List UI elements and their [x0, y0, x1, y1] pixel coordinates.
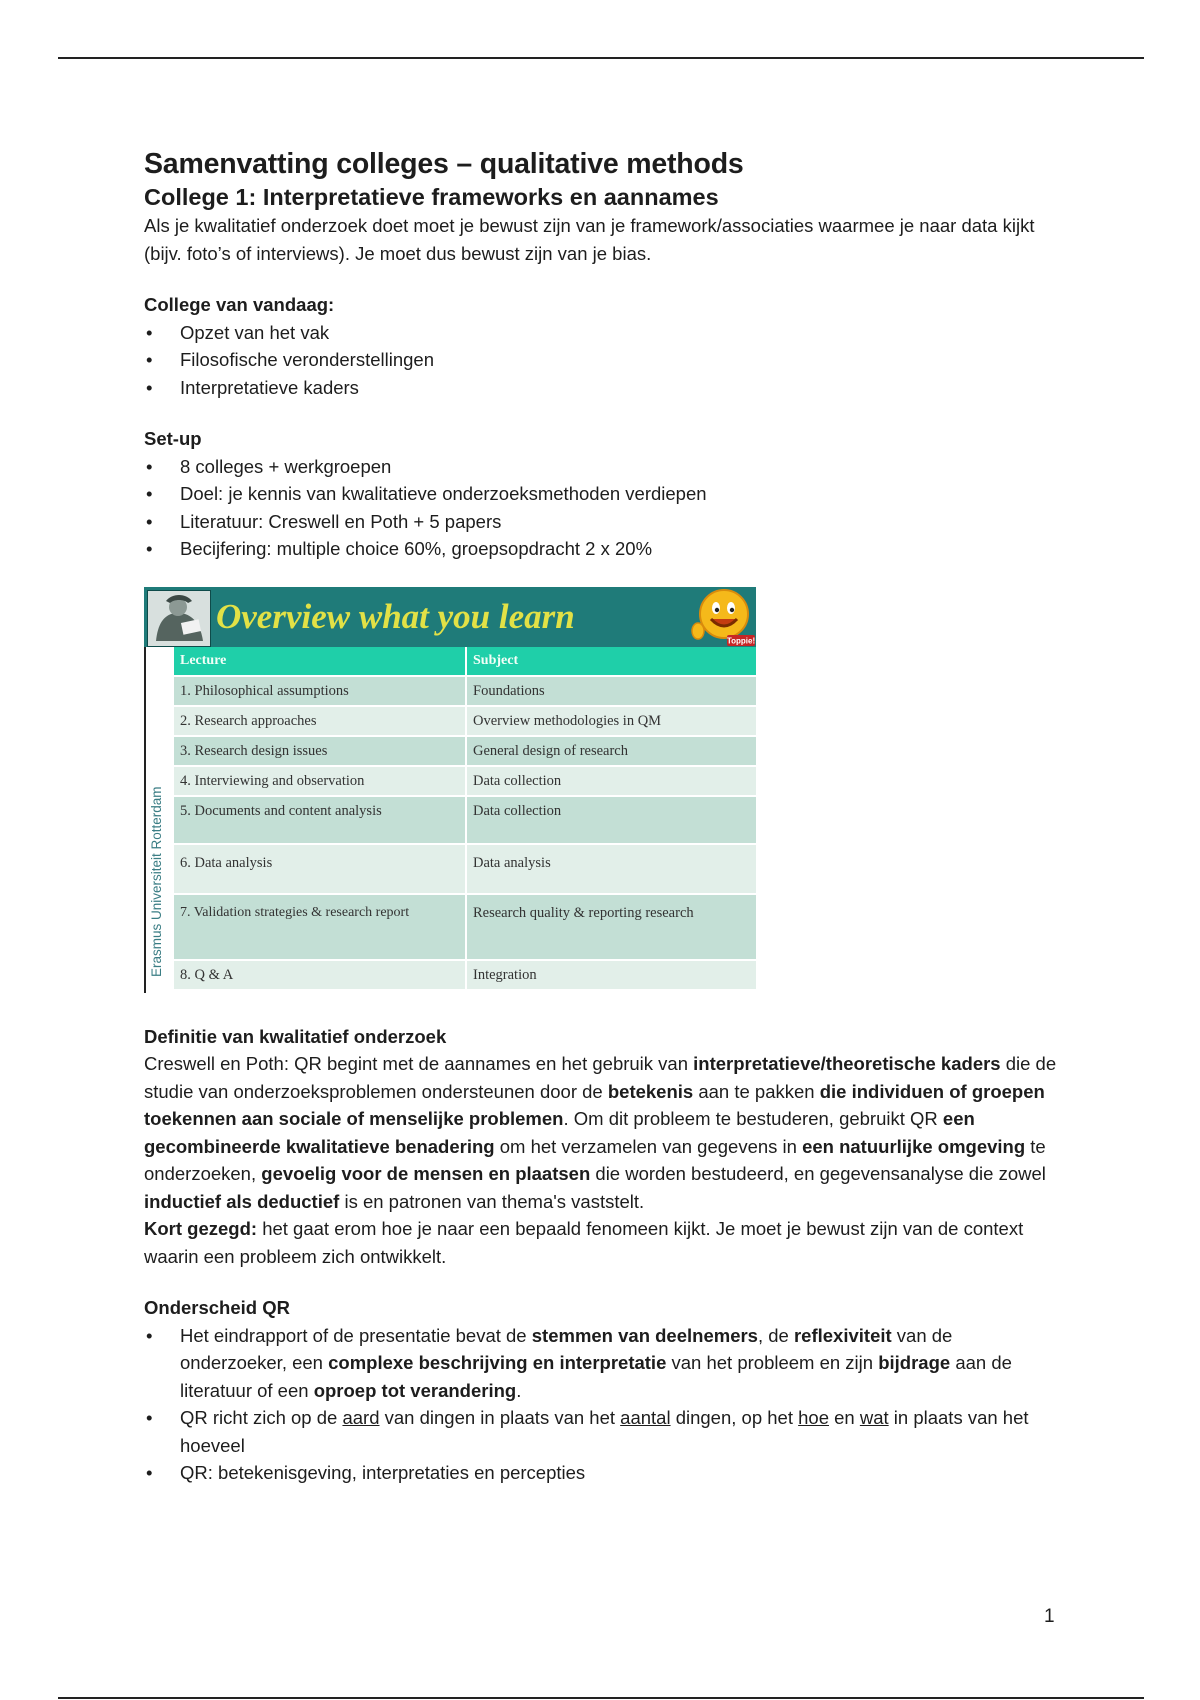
subject-cell: Foundations — [473, 682, 545, 699]
top-rule — [58, 57, 1144, 59]
college-heading: College 1: Interpretatieve frameworks en aannames — [144, 184, 719, 210]
definition-paragraph: Creswell en Poth: QR begint met de aannames en het gebruik van interpretatieve/theoretische kaders die de studie van onderzoeksproblemen ondersteunen door de betekenis aan te pakken die individuen of groepen toekennen aan sociale of menselijke problemen. Om dit probleem te bestuderen, gebruikt QR een gecombineerde kwalitatieve benadering om het verzamelen van gegevens in een natuurlijke omgeving te onderzoeken, gevoelig voor de mensen en plaatsen die worden bestudeerd, en gegevensanalyse die zowel inductief als deductief is en patronen van thema's vaststelt. — [144, 1053, 1057, 1212]
lecture-cell: 5. Documents and content analysis — [174, 797, 467, 843]
lecture-cell: 7. Validation strategies & research report — [174, 895, 467, 959]
lecture-cell: 4. Interviewing and observation — [174, 767, 467, 795]
subject-cell: Data collection — [473, 802, 562, 819]
bottom-rule — [58, 1697, 1144, 1699]
thumbs-up-smiley-icon — [689, 587, 755, 647]
definition-heading: Definitie van kwalitatief onderzoek — [144, 1025, 447, 1047]
slide-title: Overview what you learn — [216, 596, 575, 636]
toppie-sticker: Toppie! — [726, 636, 755, 645]
list-item: • QR: betekenisgeving, interpretaties en percepties — [144, 1459, 1064, 1487]
list-item: • Becijfering: multiple choice 60%, groepsopdracht 2 x 20% — [144, 535, 1064, 563]
subject-cell: Data collection — [473, 772, 562, 789]
slide-header — [144, 587, 756, 647]
setup-heading: Set-up — [144, 428, 202, 449]
table-row — [174, 895, 756, 961]
overview-slide-image — [144, 587, 756, 993]
lecture-cell: 1. Philosophical assumptions — [174, 677, 467, 705]
table-row — [174, 677, 756, 707]
list-item: • Interpretatieve kaders — [144, 374, 1064, 402]
lecture-cell: 3. Research design issues — [174, 737, 467, 765]
table-row — [174, 767, 756, 797]
subject-cell: General design of research — [473, 742, 628, 759]
table-header-row — [174, 647, 756, 677]
table-row — [174, 707, 756, 737]
table-row — [174, 845, 756, 895]
list-item: • Filosofische veronderstellingen — [144, 346, 1064, 374]
table-row — [174, 797, 756, 845]
subject-cell: Research quality & reporting research — [473, 904, 694, 921]
distinction-list — [144, 1322, 1064, 1487]
subject-cell: Data analysis — [473, 854, 551, 871]
table-row — [174, 961, 756, 991]
list-item: • Het eindrapport of de presentatie bevat de stemmen van deelnemers, de reflexiviteit van de onderzoeker, een complexe beschrijving en interpretatie van het probleem en zijn bijdrage aan de literatuur of een oproep tot verandering. — [144, 1322, 1064, 1405]
lecture-cell: 2. Research approaches — [174, 707, 467, 735]
subject-cell: Integration — [473, 966, 537, 983]
slide-left-bar — [144, 647, 146, 993]
header-lecture: Lecture — [174, 647, 467, 675]
today-heading: College van vandaag: — [144, 294, 335, 315]
lecture-table — [174, 647, 756, 991]
list-item: • 8 colleges + werkgroepen — [144, 453, 1064, 481]
today-list — [144, 319, 1064, 402]
list-item: • Opzet van het vak — [144, 319, 1064, 347]
header-subject: Subject — [473, 652, 519, 668]
intro-paragraph: Als je kwalitatief onderzoek doet moet je bewust zijn van je framework/associaties waarmee je naar data kijkt (bijv. foto’s of interviews). Je moet dus bewust zijn van je bias. — [144, 215, 1035, 264]
distinction-heading: Onderscheid QR — [144, 1297, 290, 1318]
page-number: 1 — [1044, 1606, 1055, 1627]
university-vertical-text: Erasmus Universiteit Rotterdam — [149, 785, 164, 977]
summary-paragraph: Kort gezegd: het gaat erom hoe je naar een bepaald fenomeen kijkt. Je moet je bewust zijn van de context waarin een probleem zich ontwikkelt. — [144, 1218, 1024, 1267]
list-item: • Literatuur: Creswell en Poth + 5 papers — [144, 508, 1064, 536]
subject-cell: Overview methodologies in QM — [473, 712, 662, 729]
document-body — [144, 146, 1064, 1487]
erasmus-logo-icon — [147, 590, 211, 647]
lecture-cell: 6. Data analysis — [174, 845, 467, 893]
setup-list — [144, 453, 1064, 563]
table-row — [174, 737, 756, 767]
list-item: • Doel: je kennis van kwalitatieve onderzoeksmethoden verdiepen — [144, 480, 1064, 508]
document-title: Samenvatting colleges – qualitative methods — [144, 148, 744, 180]
list-item: • QR richt zich op de aard van dingen in plaats van het aantal dingen, op het hoe en wat in plaats van het hoeveel — [144, 1404, 1064, 1459]
lecture-cell: 8. Q & A — [174, 961, 467, 989]
